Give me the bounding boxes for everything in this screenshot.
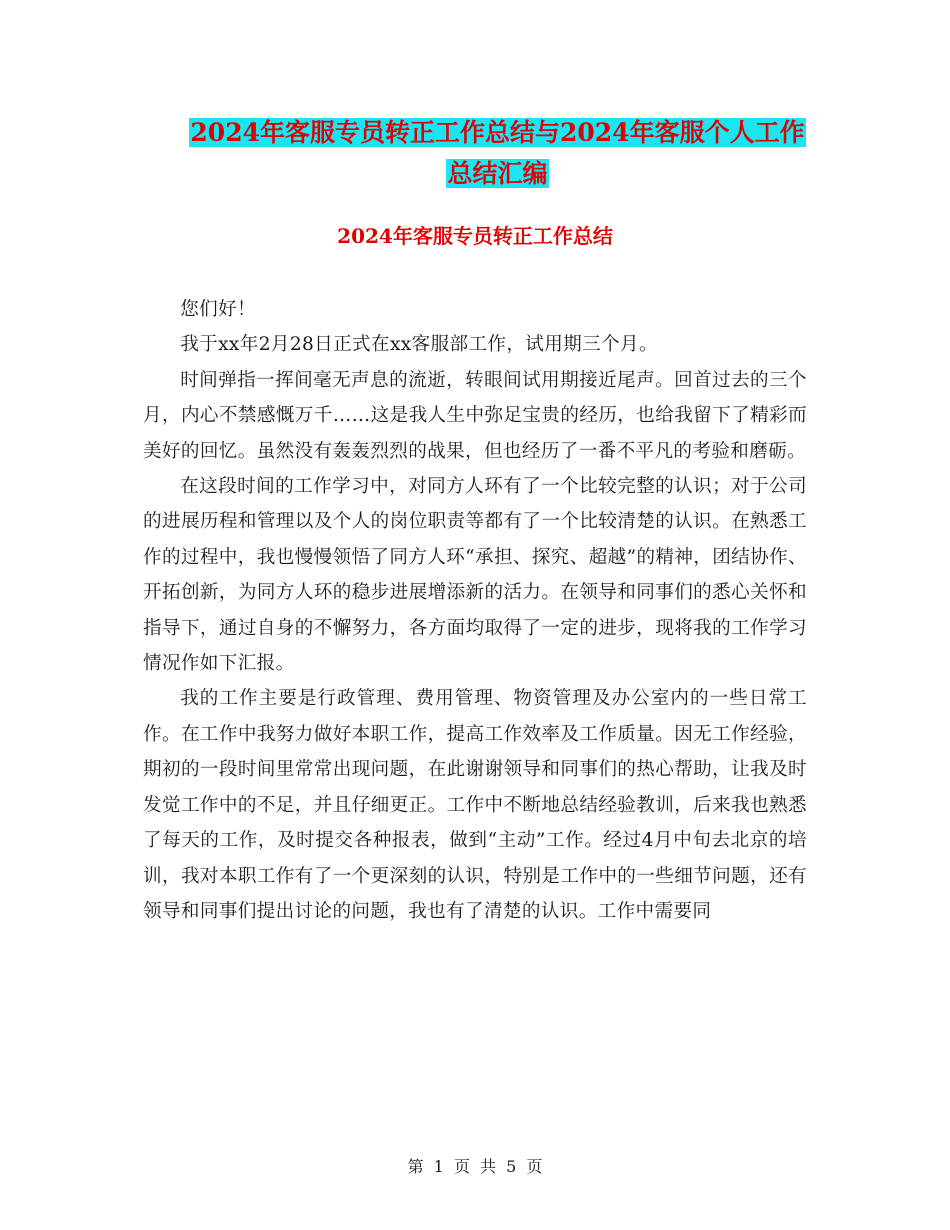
paragraph-greeting: 您们好！ bbox=[180, 299, 256, 320]
paragraph-start-date: 我于xx年2月28日正式在xx客服部工作，试用期三个月。 bbox=[180, 334, 658, 356]
document-title-line-2: 总结汇编 bbox=[447, 159, 548, 188]
document-body bbox=[143, 292, 807, 929]
section-title: 2024年客服专员转正工作总结 bbox=[337, 224, 613, 248]
paragraph-company-understanding: 在这段时间的工作学习中，对同方人环有了一个比较完整的认识；对于公司的进展历程和管理以及个人的岗位职责等都有了一个比较清楚的认识。在熟悉工作的过程中，我也慢慢领悟了同方人环“承担、探究、超越”的精神，团结协作、开拓创新，为同方人环的稳步进展增添新的活力。在领导和同事们的悉心关怀和指导下，通过自身的不懈努力，各方面均取得了一定的进步，现将我的工作学习情况作如下汇报。 bbox=[143, 476, 807, 675]
document-title-line-1: 2024年客服专员转正工作总结与2024年客服个人工作 bbox=[190, 118, 805, 147]
document-title bbox=[140, 112, 855, 194]
paragraph-work-duties: 我的工作主要是行政管理、费用管理、物资管理及办公室内的一些日常工作。在工作中我努力做好本职工作，提高工作效率及工作质量。因无工作经验，期初的一段时间里常常出现问题，在此谢谢领导和同事们的热心帮助，让我及时发觉工作中的不足，并且仔细更正。工作中不断地总结经验教训，后来我也熟悉了每天的工作，及时提交各种报表，做到“主动”工作。经过4月中旬去北京的培训，我对本职工作有了一个更深刻的认识，特别是工作中的一些细节问题，还有领导和同事们提出讨论的问题，我也有了清楚的认识。工作中需要同 bbox=[143, 688, 807, 922]
paragraph-reflection: 时间弹指一挥间毫无声息的流逝，转眼间试用期接近尾声。回首过去的三个月，内心不禁感慨万千……这是我人生中弥足宝贵的经历，也给我留下了精彩而美好的回忆。虽然没有轰轰烈烈的战果，但也经历了一番不平凡的考验和磨砺。 bbox=[143, 369, 807, 462]
page-footer: 第 1 页 共 5 页 bbox=[407, 1157, 543, 1176]
